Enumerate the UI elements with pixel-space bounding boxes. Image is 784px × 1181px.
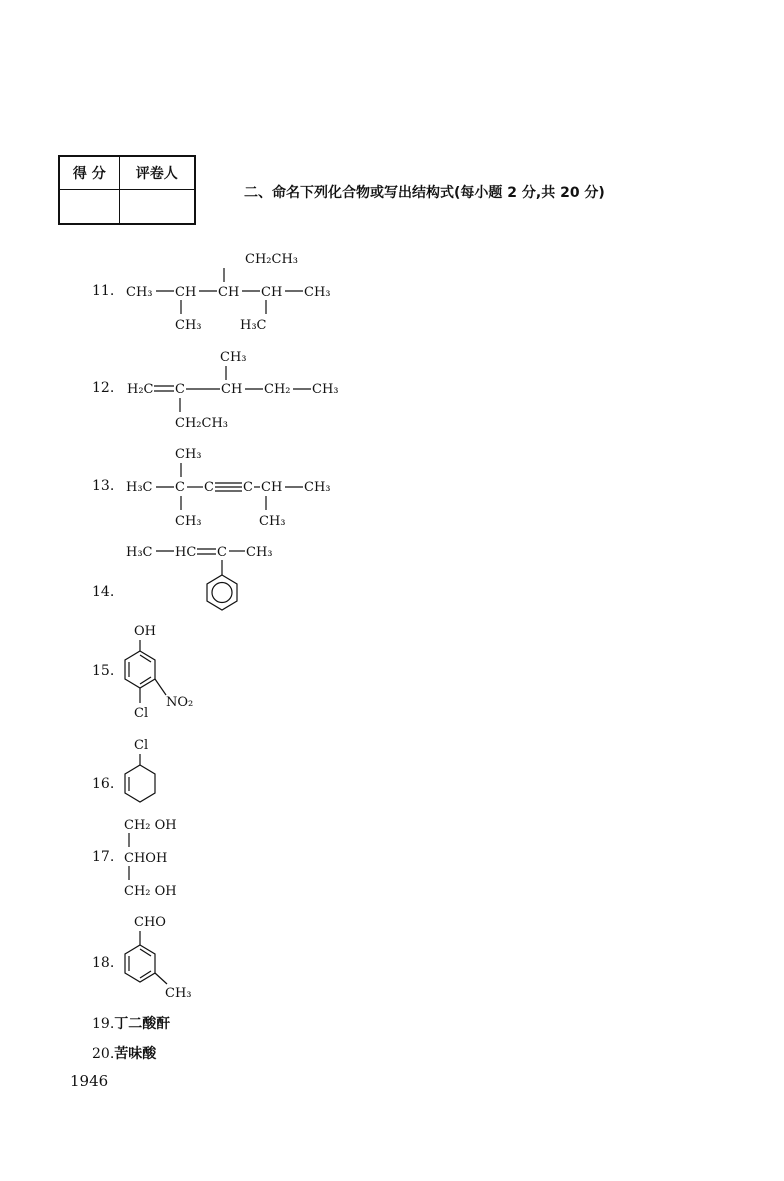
question-number-20: 20.: [92, 1046, 115, 1062]
structure-14: [126, 545, 273, 610]
structure-12: [127, 350, 339, 431]
label: OH: [134, 624, 156, 639]
structure-18: [125, 915, 192, 1001]
question-number-19: 19.: [92, 1016, 115, 1032]
label: C: [204, 480, 214, 495]
label: CH₂CH₃: [175, 416, 228, 431]
label: C: [175, 480, 185, 495]
question-number-15: 15.: [92, 663, 115, 679]
compound-name-20: 苦味酸: [114, 1046, 157, 1062]
label: CH: [218, 285, 240, 300]
structure-17: [124, 818, 177, 899]
label: C: [175, 382, 185, 397]
label: CH: [261, 480, 283, 495]
question-number-17: 17.: [92, 849, 115, 865]
question-number-18: 18.: [92, 955, 115, 971]
grader-header: 评卷人: [119, 156, 195, 190]
label: CH: [221, 382, 243, 397]
section-title: 二、命名下列化合物或写出结构式(每小题 2 分,共 20 分): [244, 185, 605, 201]
question-number-11: 11.: [92, 283, 115, 299]
label: C: [243, 480, 253, 495]
label: CH₂ OH: [124, 884, 177, 899]
structure-13: [126, 447, 331, 529]
label: H₂C: [127, 382, 154, 397]
label: CH: [175, 285, 197, 300]
question-number-16: 16.: [92, 776, 115, 792]
label: CH₃: [175, 514, 202, 529]
label: CH₃: [312, 382, 339, 397]
label: CH₃: [304, 480, 331, 495]
label: CH₃: [175, 318, 202, 333]
label: Cl: [134, 738, 149, 753]
label: CH₃: [220, 350, 247, 365]
label: CH₂CH₃: [245, 252, 298, 267]
label: CH₃: [304, 285, 331, 300]
label: CHOH: [124, 851, 168, 866]
compound-name-19: 丁二酸酐: [114, 1016, 171, 1032]
score-header: 得 分: [59, 156, 119, 190]
structure-16: [125, 738, 155, 802]
label: CH: [261, 285, 283, 300]
question-number-14: 14.: [92, 584, 115, 600]
label: CH₃: [259, 514, 286, 529]
label: HC: [175, 545, 197, 560]
label: CHO: [134, 915, 166, 930]
label: CH₃: [246, 545, 273, 560]
structure-11: [126, 252, 331, 333]
label: CH₂: [264, 382, 291, 397]
label: H₃C: [240, 318, 267, 333]
label: H₃C: [126, 480, 153, 495]
label: CH₂ OH: [124, 818, 177, 833]
label: H₃C: [126, 545, 153, 560]
label: CH₃: [126, 285, 153, 300]
label: CH₃: [175, 447, 202, 462]
question-number-12: 12.: [92, 380, 115, 396]
label: C: [217, 545, 227, 560]
label: CH₃: [165, 986, 192, 1001]
page-number: 1946: [70, 1072, 109, 1090]
label: NO₂: [166, 695, 194, 710]
question-number-13: 13.: [92, 478, 115, 494]
structure-15: [125, 624, 193, 721]
label: Cl: [134, 706, 149, 721]
